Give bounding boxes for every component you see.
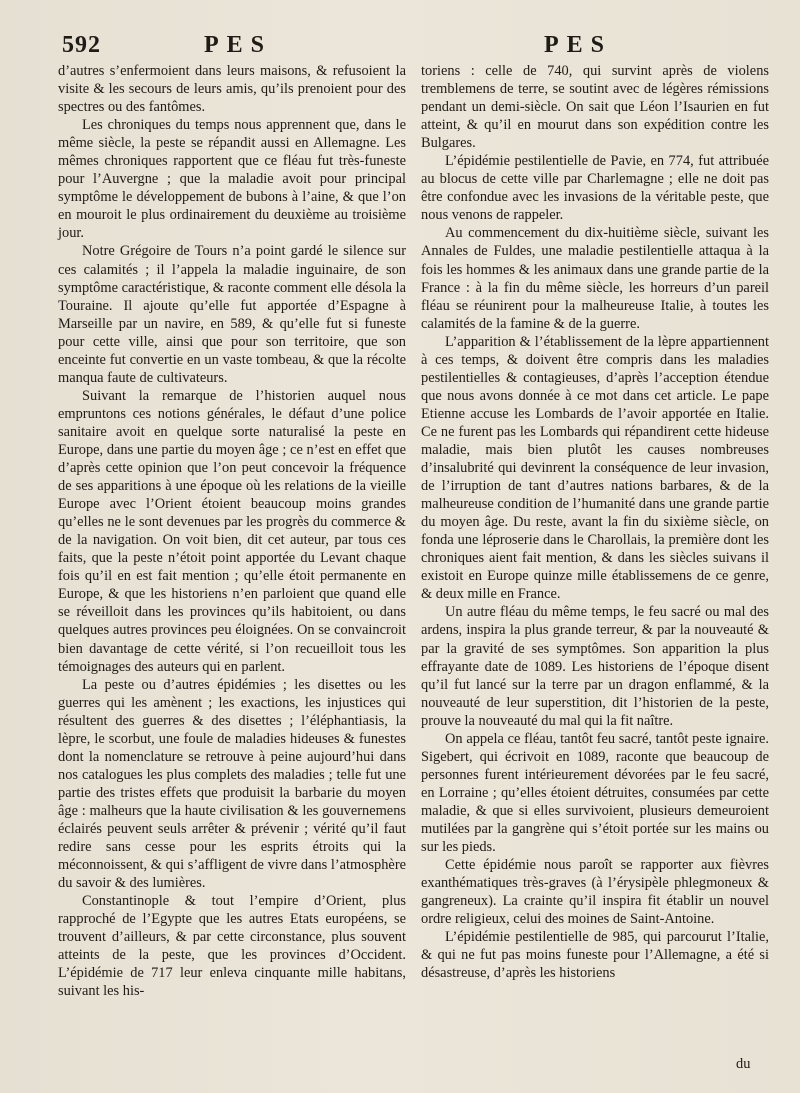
paragraph: L’épidémie pestilentielle de 985, qui parcourut l’Italie, & qui ne fut pas moins funeste pour l’Allemagne, a été si désastreuse, d’après les historiens [421,929,769,982]
paragraph: L’épidémie pestilentielle de Pavie, en 774, fut attribuée au blocus de cette ville par Charlemagne ; elle ne doit pas être confondue avec les invasions de la véritable peste, que nous venons de rappeler. [421,153,769,224]
left-column [58,62,406,1000]
running-head-right: PES [544,32,613,58]
paragraph: Au commencement du dix-huitième siècle, suivant les Annales de Fuldes, une maladie pestilentielle attaqua à la fois les hommes & les animaux dans une grande partie de la France : à la fin du même siècle, les horreurs d’un pareil fléau se réunirent pour la malheureuse Italie, à toutes les calamités de la famine & de la guerre. [421,225,769,332]
paragraph: Cette épidémie nous paroît se rapporter aux fièvres exanthématiques très-graves (à l’érysipèle phlegmoneux & gangreneux). La crainte qu’il inspira fit établir un nouvel ordre religieux, celui des moines de Saint-Antoine. [421,857,769,928]
paragraph: Notre Grégoire de Tours n’a point gardé le silence sur ces calamités ; il l’appela la maladie inguinaire, de son symptôme caractéristique, & raconte comment elle désola la Touraine. Il ajoute qu’elle fut apportée d’Espagne à Marseille par un navire, en 589, & qu’elle fut si funeste pour cette ville, ainsi que pour son territoire, que son enceinte fut convertie en un vaste tombeau, & que la récolte manqua faute de cultivateurs. [58,243,406,386]
paragraph: Un autre fléau du même temps, le feu sacré ou mal des ardens, inspira la plus grande terreur, & par la nouveauté & par la gravité de ses symptômes. Son apparition la plus effrayante date de 1089. Les historiens de l’époque disent qu’il fut lancé sur la terre par un dragon enflammé, & la nouveauté de leur superstition, dit l’historien de la peste, prouve la nouveauté du mal qui la fit naître. [421,604,769,729]
paragraph: On appela ce fléau, tantôt feu sacré, tantôt peste ignaire. Sigebert, qui écrivoit en 1089, raconte que beaucoup de personnes furent intérieurement dévorées par le feu sacré, en Lorraine ; qu’elles étoient détruites, consumées par cette maladie, & que si elles survivoient, plusieurs demeuroient mutilées par la gangrène qui s’étoit portée sur les mains ou sur les pieds. [421,730,769,856]
paragraph: toriens : celle de 740, qui survint après de violens tremblemens de terre, se soutint avec de légères rémissions pendant un demi-siècle. On sait que Léon l’Isaurien en fut atteint, & qu’il en mourut dans son expédition contre les Bulgares. [421,63,769,152]
running-head-left: PES [204,32,273,58]
paragraph: Les chroniques du temps nous apprennent que, dans le même siècle, la peste se répandit aussi en Allemagne. Les mêmes chroniques rapportent que ce fléau fut très-funeste pour l’Auvergne ; que la maladie avoit pour principal symptôme le développement de bubons à l’aine, & que l’on en mouroit le plus ordinairement du deuxième au troisième jour. [58,117,406,242]
paragraph: L’apparition & l’établissement de la lèpre appartiennent à ces temps, & doivent être compris dans les maladies pestilentielles & contagieuses, d’après l’acception étendue que nous avons donnée à ce mot dans cet article. Le pape Etienne accuse les Lombards de l’avoir apportée en Italie. Ce ne furent pas les Lombards qui répandirent cette hideuse maladie, mais bien plutôt les causes nombreuses d’insalubrité qui devinrent la conséquence de leur invasion, de l’irruption de tant d’autres nations barbares, & de la malheureuse condition de l’humanité dans une grande partie du moyen âge. Du reste, avant la fin du sixième siècle, on fonda une léproserie dans le Charollais, la première dont les chroniques aient fait mention, & dans les siècles suivans il existoit en Europe quinze mille établissemens de ce genre, & deux mille en France. [421,333,769,603]
right-column [421,62,769,982]
page-number: 592 [62,32,101,58]
catchword: du [736,1056,751,1072]
paragraph: Suivant la remarque de l’historien auquel nous empruntons ces notions générales, le défaut d’une police sanitaire avoit en quelque sorte naturalisé la peste en Europe, dans une partie du moyen âge ; ce n’est en effet que d’après cette opinion que l’on peut concevoir la fréquence de ses apparitions à une époque où les relations de la vieille Europe avec l’Orient étoient beaucoup moins grandes qu’elles ne le sont devenues par les progrès du commerce & de la navigation. On voit bien, dit cet auteur, par tous ces faits, que la peste n’étoit point apportée du Levant chaque fois qu’il en est fait mention ; qu’elle étoit permanente en Europe, & que les historiens n’en parloient que quand elle se réveilloit dans les provinces qu’ils habitoient, ou dans quelques autres provinces peu éloignées. On se convaincroit bien davantage de cette vérité, si l’on recueilloit tous les témoignages des auteurs qui en parlent. [58,387,406,675]
paragraph: La peste ou d’autres épidémies ; les disettes ou les guerres qui les amènent ; les exactions, les injustices qui résultent des guerres & des disettes ; l’éléphantiasis, la lèpre, le scorbut, une foule de maladies hideuses & funestes dont la nomenclature se retrouve à peine aujourd’hui dans nos catalogues les plus complets des maladies ; telle fut une partie des tristes effets que produisit la barbarie du moyen âge : malheurs que la haute civilisation & les gouvernemens éclairés peuvent seuls arrêter & prévenir ; vérité qu’il faut redire sans cesse pour les esprits étroits qui la méconnoissent, & qui s’affligent de vivre dans l’atmosphère du savoir & des lumières. [58,676,406,892]
paragraph: d’autres s’enfermoient dans leurs maisons, & refusoient la visite & les secours de leurs amis, qu’ils prenoient pour des spectres ou des fantômes. [58,63,406,116]
paragraph: Constantinople & tout l’empire d’Orient, plus rapproché de l’Egypte que les autres Etats européens, se trouvent d’ailleurs, & par cette circonstance, plus souvent atteints de la peste, que les provinces d’Occident. L’épidémie de 717 leur enleva cinquante mille habitans, suivant les his- [58,893,406,1000]
running-header [62,30,782,62]
